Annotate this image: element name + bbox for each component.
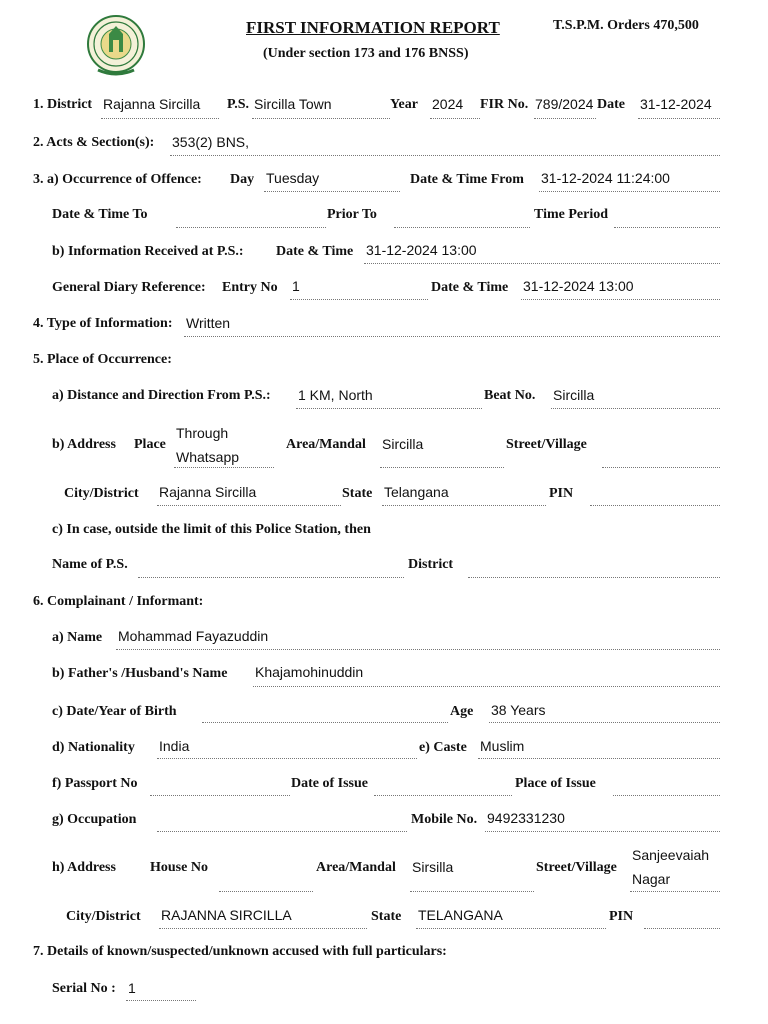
area-value: Sircilla — [382, 436, 424, 452]
age-value: 38 Years — [491, 702, 546, 718]
day-label: Day — [230, 172, 255, 187]
father-value: Khajamohinuddin — [255, 664, 364, 680]
state-value: Telangana — [384, 484, 449, 500]
age-label: Age — [450, 704, 474, 719]
home-state-value: TELANGANA — [418, 907, 503, 923]
district-value: Rajanna Sircilla — [103, 96, 201, 112]
home-street-value: Sanjeevaiah Nagar — [632, 847, 710, 887]
address-label: b) Address — [52, 437, 116, 452]
caste-label: e) Caste — [419, 740, 467, 755]
fir-label: FIR No. — [480, 97, 529, 112]
received-label: b) Information Received at P.S.: — [52, 244, 244, 259]
place-value: Through Whatsapp — [176, 425, 240, 465]
home-street-label: Street/Village — [536, 860, 617, 875]
received-dt-value: 31-12-2024 13:00 — [366, 242, 477, 258]
ps-value: Sircilla Town — [254, 96, 332, 112]
to-label: Date & Time To — [52, 207, 148, 222]
home-pin-label: PIN — [609, 909, 634, 924]
name-value: Mohammad Fayazuddin — [118, 628, 269, 644]
beat-label: Beat No. — [484, 388, 536, 403]
distance-value: 1 KM, North — [298, 387, 373, 403]
place-of-label: Place — [134, 437, 166, 452]
home-city-label: City/District — [66, 909, 141, 924]
day-value: Tuesday — [266, 170, 320, 186]
home-area-label: Area/Mandal — [316, 860, 396, 875]
occurrence-label: 3. a) Occurrence of Offence: — [33, 172, 202, 187]
acts-label: 2. Acts & Section(s): — [33, 135, 155, 150]
mobile-value: 9492331230 — [487, 810, 565, 826]
report-subtitle: (Under section 173 and 176 BNSS) — [263, 46, 469, 61]
fir-value: 789/2024 — [535, 96, 594, 112]
year-value: 2024 — [432, 96, 464, 112]
from-label: Date & Time From — [410, 172, 524, 187]
entry-label: Entry No — [222, 280, 278, 295]
state-label: State — [342, 486, 373, 501]
street-label: Street/Village — [506, 437, 587, 452]
report-title: FIRST INFORMATION REPORT — [246, 18, 500, 37]
complainant-label: 6. Complainant / Informant: — [33, 594, 204, 609]
home-state-label: State — [371, 909, 402, 924]
home-city-value: RAJANNA SIRCILLA — [161, 907, 292, 923]
gd-label: General Diary Reference: — [52, 280, 206, 295]
city-label: City/District — [64, 486, 139, 501]
year-label: Year — [390, 97, 418, 112]
mobile-label: Mobile No. — [411, 812, 478, 827]
serial-value: 1 — [128, 980, 136, 996]
district-label: 1. District — [33, 97, 93, 112]
caste-value: Muslim — [480, 738, 525, 754]
nationality-value: India — [159, 738, 190, 754]
type-value: Written — [186, 315, 231, 331]
from-value: 31-12-2024 11:24:00 — [541, 170, 670, 186]
pin-label: PIN — [549, 486, 574, 501]
occupation-label: g) Occupation — [52, 812, 137, 827]
gd-dt-value: 31-12-2024 13:00 — [523, 278, 634, 294]
issue-date-label: Date of Issue — [291, 776, 368, 791]
entry-value: 1 — [292, 278, 300, 294]
home-area-value: Sirsilla — [412, 859, 454, 875]
beat-value: Sircilla — [553, 387, 595, 403]
area-label: Area/Mandal — [286, 437, 366, 452]
distance-label: a) Distance and Direction From P.S.: — [52, 388, 271, 403]
orders-ref: T.S.P.M. Orders 470,500 — [553, 18, 699, 33]
acts-value: 353(2) BNS, — [172, 134, 250, 150]
place-label: 5. Place of Occurrence: — [33, 352, 172, 367]
other-district-label: District — [408, 557, 454, 572]
accused-label: 7. Details of known/suspected/unknown accused with full particulars: — [33, 944, 447, 959]
house-no-label: House No — [150, 860, 208, 875]
received-dt-label: Date & Time — [276, 244, 354, 259]
home-address-label: h) Address — [52, 860, 116, 875]
dob-label: c) Date/Year of Birth — [52, 704, 177, 719]
date-label: Date — [597, 97, 625, 112]
serial-label: Serial No : — [52, 981, 116, 996]
gd-dt-label: Date & Time — [431, 280, 509, 295]
date-value: 31-12-2024 — [640, 96, 712, 112]
issue-place-label: Place of Issue — [515, 776, 596, 791]
name-label: a) Name — [52, 630, 103, 645]
nationality-label: d) Nationality — [52, 740, 135, 755]
outside-label: c) In case, outside the limit of this Police Station, then — [52, 522, 371, 537]
prior-label: Prior To — [327, 207, 377, 222]
ps-name-label: Name of P.S. — [52, 557, 128, 572]
period-label: Time Period — [534, 207, 609, 222]
telangana-seal-icon — [86, 14, 146, 80]
father-label: b) Father's /Husband's Name — [52, 666, 228, 681]
type-label: 4. Type of Information: — [33, 316, 173, 331]
passport-label: f) Passport No — [52, 776, 138, 791]
ps-label: P.S. — [227, 97, 250, 112]
city-value: Rajanna Sircilla — [159, 484, 257, 500]
